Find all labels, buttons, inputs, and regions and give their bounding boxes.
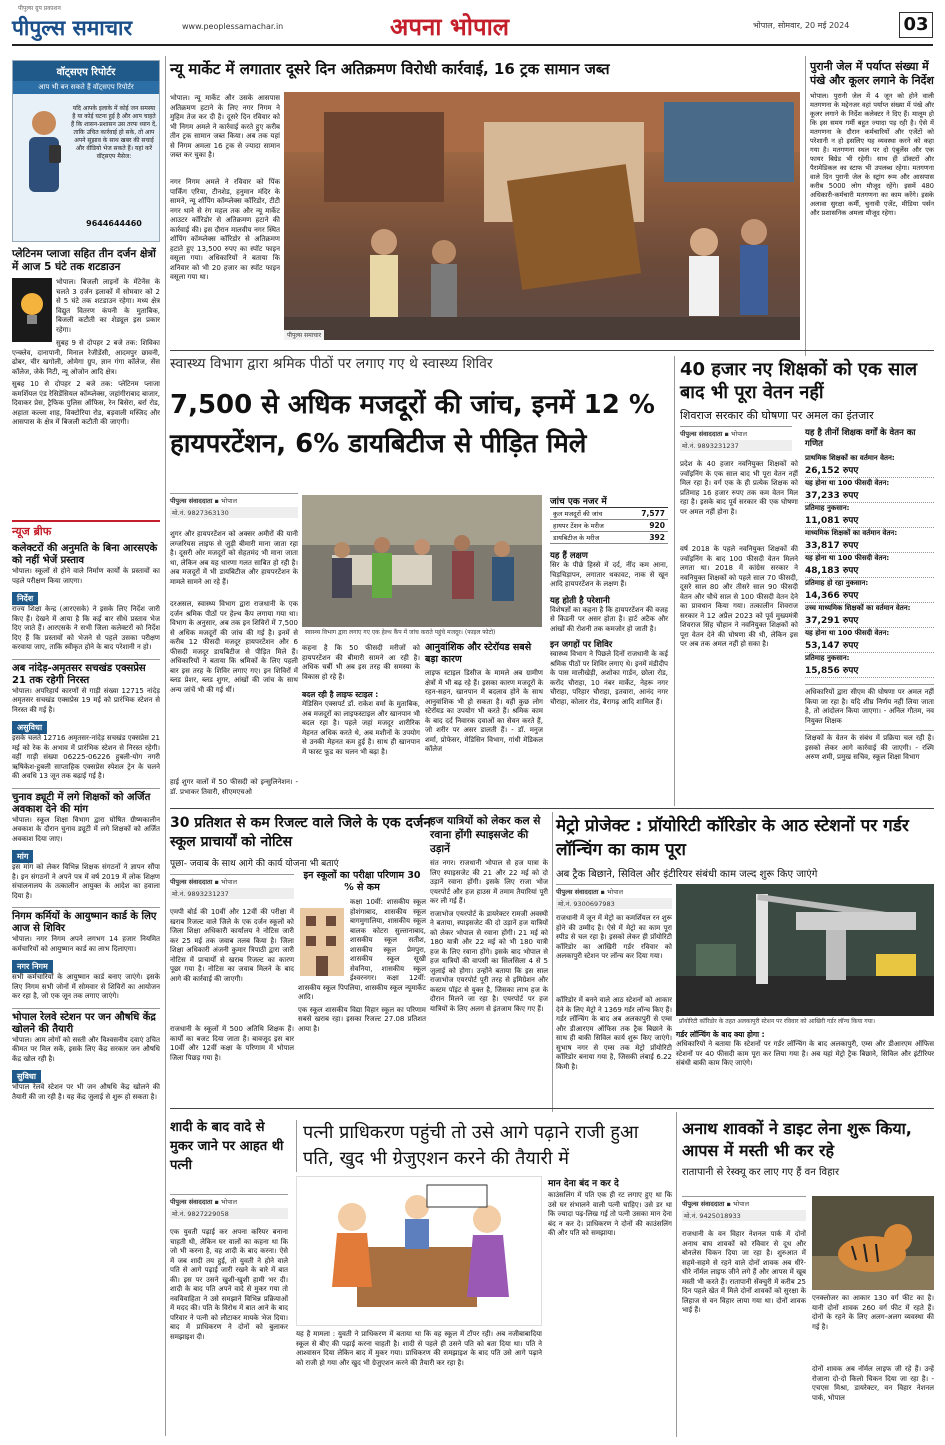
stat-row xyxy=(805,553,934,578)
brief-body-1b: राज्य शिक्षा केन्द्र (आरएसके) ने इसके लिए निर्देश जारी किए हैं। देखने में आया है कि कई बार सीधे प्रस्ताव भेज दिए जाते हैं। आरएसके ने सभी जिला कलेक्टरों को निर्देश दिए हैं कि प्रस्तावों को भेजने से पहले उसका परीक्षण करवाया जाए, ताकि स्वीकृत होने के बाद परेशानी न हो। xyxy=(12,605,160,651)
stat-label: यह होना था 100 फीसदी वेतन: xyxy=(805,554,890,562)
marriage-headline: शादी के बाद वादे से मुकर जाने पर आहत थी पत्नी xyxy=(170,1120,284,1173)
brief-tag-2: असुविधा xyxy=(12,721,47,734)
health-byline-place: भोपाल xyxy=(220,497,237,505)
teachers-stats xyxy=(805,453,934,678)
metro-photo xyxy=(676,884,934,1026)
teachers-byline: पीपुल्स संवाददाता ▪ भोपाल मो.नं. 9893231237 xyxy=(680,426,792,451)
stat-label: यह होना था 100 फीसदी वेतन: xyxy=(805,629,890,637)
brief-body-2: भोपाल। अपरिहार्य कारणों से गाड़ी संख्या 12715 नांदेड़ अमृतसर सचखंड एक्सप्रेस 19 मई को प्रारंभिक स्टेशन से निरस्त की गई है। xyxy=(12,686,160,714)
table-row: कुल मजदूरों की जांच 7,577 xyxy=(550,508,668,520)
metro-deck: अब ट्रैक बिछाने, सिविल और इंटीरियर संबंधी काम जल्द शुरू किए जाएंगे xyxy=(556,869,818,880)
cubs-photo xyxy=(812,1196,934,1290)
stat-row xyxy=(805,578,934,603)
jail-article xyxy=(810,60,934,218)
results-box-body: कक्षा 10वीं: शासकीय स्कूल होशंगाबाद, शासकीय स्कूल बागमुगालिया, शासकीय स्कूल बालक कोटरा सुल्तानाबाद, शासकीय स्कूल सतीश, शासकीय स्कूल प्रेमपुरा, शासकीय स्कूल सूखी सेवनिया, शासकीय स्कूल ईश्वरनगर। कक्षा 12वीं: शासकीय स्कूल पिपलिया, शासकीय स्कूल न्यूमार्केट आदि। xyxy=(298,898,426,1001)
problems-head: यह होती है परेशानी xyxy=(550,595,610,606)
whatsapp-box xyxy=(12,60,160,242)
results-headline: 30 प्रतिशत से कम रिजल्ट वाले जिले के एक दर्जन स्कूल प्राचार्यों को नोटिस xyxy=(170,815,432,850)
logo: पीपुल्स समाचार xyxy=(12,16,133,40)
brief-headline-4: निगम कर्मियों के आयुष्मान कार्ड के लिए आज से शिविर xyxy=(12,907,160,935)
brief-body-1: भोपाल। स्कूलों से होने वाले निर्माण कार्यों के प्रस्तावों का पहले परीक्षण किया जाएगा। xyxy=(12,567,160,585)
cubs-mobile: मो.नं. 9425018933 xyxy=(682,1210,806,1221)
marriage-side xyxy=(548,1176,672,1239)
stat-row xyxy=(805,503,934,528)
marriage-byline: पीपुल्स संवाददाता ▪ भोपाल मो.नं. 9827229058 xyxy=(170,1194,288,1219)
brief-body-4b: सभी कर्मचारियों के आयुष्मान कार्ड बनाए जाएंगे। इसके लिए निगम सभी जोनों में सोमवार से शिविरों का आयोजन कर रहा है, जो एक जून तक लगाए जाएंगे। xyxy=(12,973,160,1000)
health-headline: 7,500 से अधिक मजदूरों की जांच, इनमें 12 % हायपरटेंशन, 6% डायबिटीज से पीड़ित मिले xyxy=(170,390,655,459)
results-deck: पूछा- जवाब के साथ आगे की कार्य योजना भी बताएं xyxy=(170,859,339,869)
metro-mobile: मो.नं. 9300697983 xyxy=(556,898,672,909)
camps-body: स्वास्थ्य विभाग ने पिछले दिनों राजधानी के कई श्रमिक पीठों पर शिविर लगाए थे। इनमें मंडीदीप के पास मालीखेड़ी, अशोका गार्डन, छोला रोड, करोंद चौराहा, 10 नंबर मार्केट, नेहरू नगर चौराहा, परिहार चौराहा, इतवारा, आनंद नगर चौराहा, कोलार रोड, बैरागढ़ आदि शामिल हैं। xyxy=(550,650,668,706)
page-number: 03 xyxy=(899,12,933,38)
news-brief-label: न्यूज ब्रीफ xyxy=(12,520,160,539)
brief-body-4: भोपाल। नगर निगम अपने लगभग 14 हजार नियमित कर्मचारियों को आयुष्मान कार्ड का लाभ दिलाएगा। xyxy=(12,935,160,953)
results-body-2: राजधानी के स्कूलों में 500 अतिथि शिक्षक हैं। कार्यों का बजट दिया जाता है। बावजूद इस बार 10वीं और 12वीं कक्षा के परिणाम में भोपाल जिला पिछड़ गया है। xyxy=(170,1025,294,1062)
health-kicker: स्वास्थ्य विभाग द्वारा श्रमिक पीठों पर लगाए गए थे स्वास्थ्य शिविर xyxy=(170,356,493,372)
brief-headline-2: अब नांदेड़-अमृतसर सचखंड एक्सप्रेस 21 तक रहेगी निरस्त xyxy=(12,659,160,687)
health-byline: पीपुल्स संवाददाता ▪ भोपाल मो.नं. 9827363130 xyxy=(170,493,298,518)
bulb-icon xyxy=(12,278,52,342)
marriage-mobile: मो.नं. 9827229058 xyxy=(170,1208,288,1219)
results-box-note: एक स्कूल शासकीय विद्या विहार स्कूल का परिणाम सबसे खराब रहा। इसका रिजल्ट 27.08 प्रतिशत आया है। xyxy=(298,1005,426,1033)
teachers-byline-place: भोपाल xyxy=(730,430,747,438)
cubs-headline: अनाथ शावकों ने डाइट लेना शुरू किया, आपस में मस्ती भी कर रहे xyxy=(682,1119,912,1160)
brief-body-3b: इस मांग को लेकर विभिन्न शिक्षक संगठनों ने ज्ञापन सौंपा है। इन संगठनों ने अपने पत्र में वर्ष 2019 में लोक शिक्षण संचालनालय के तत्कालीन आयुक्त के आदेश का हवाला दिया है। xyxy=(12,863,160,900)
cubs-byline-place: भोपाल xyxy=(732,1200,749,1208)
marriage-body: एक युवती पढ़ाई कर अपना करियर बनाना चाहती थी, लेकिन घर वालों का कहना था कि जो भी करना है, वह शादी के बाद करना। ऐसे में जब शादी तय हुई, तो युवती ने होने वाले पति से आगे पढ़ाई जारी रखने के बारे में बात की। इस पर उसने खुशी-खुशी हामी भर दी। शादी के बाद पति अपने वादे से मुकर गया तो नवविवाहिता ने उसे समझाने विभिन्न प्रक्रियाओं में मदद की। पति के विरोध में बात आने के बाद परिवार ने पत्नी को लौटाकर मायके भेज दिया। बाद में प्राधिकरण ने दोनों को बुलाकर समझाइश दी। xyxy=(170,1228,288,1341)
stat-value: 37,291 रुपए xyxy=(805,616,859,626)
platinum-body: भोपाल। बिजली लाइनों के मेंटेनेंस के चलते 3 दर्जन इलाकों में सोमवार को 2 से 5 घंटे तक शटडाउन रहेगा। मध्य क्षेत्र विद्युत वितरण कंपनी के मुताबिक, बिजली कटौती का शेड्यूल इस प्रकार रहेगा। xyxy=(56,278,160,334)
whatsapp-subtitle: आप भी बन सकते हैं वॉट्सएप रिपोर्टर xyxy=(13,81,159,94)
metro-sub-head: गर्डर लॉन्चिंग के बाद क्या होगा : xyxy=(676,1030,765,1039)
teachers-body-2: वर्ष 2018 के पहले नवनियुक्त शिक्षकों की ज्वॉइनिंग के बाद 100 फीसदी वेतन मिलने लगता था। 2018 में कांग्रेस सरकार ने नवनियुक्त शिक्षकों को पहले साल 70 फीसदी, दूसरे साल 80 और तीसरे साल 90 फीसदी वेतन और चौथे साल से 100 फीसदी वेतन देने का प्रावधान किया गया। तत्कालीन शिवराज सरकार ने 12 अप्रैल 2023 को पूर्व मुख्यमंत्री शिवराज सिंह चौहान ने नवनियुक्त शिक्षकों को पूरा वेतन देने की घोषणा की थी, लेकिन इस पर अब तक अमल नहीं हो सका है। xyxy=(680,545,798,648)
website[interactable]: www.peoplessamachar.in xyxy=(182,22,284,31)
stat-value: 15,856 रुपए xyxy=(805,666,859,676)
teachers-sidebar xyxy=(805,428,934,763)
school-icon xyxy=(298,898,346,978)
health-photo xyxy=(302,495,542,637)
stat-value: 53,147 रुपए xyxy=(805,641,859,651)
health-table-box xyxy=(550,494,668,707)
haj-article xyxy=(430,814,548,1014)
stat-label: माध्यमिक शिक्षकों का वर्तमान वेतन: xyxy=(805,529,898,537)
haj-body-2: राजाभोज एयरपोर्ट के डायरेक्टर रामजी अवस्थी ने बताया, स्पाइसजेट की दो उड़ानें हज यात्रियों को लेकर भोपाल से रवाना होंगी। 21 मई को 180 यात्री और 22 मई को भी 180 यात्री हज के लिए रवाना होंगे। इसके बाद भोपाल से हज यात्रियों की वापसी का सिलसिला 4 से 5 जुलाई को होगा। उन्होंने बताया कि इस साल राजाभोज एयरपोर्ट पूरी तरह से इमिग्रेशन और कस्टम पॉइंट से युक्त है, जिसका लाभ हज के दौरान मिलने जा रहा है। एयरपोर्ट पर हज यात्रियों के लिए अलग से इंतजाम किए गए हैं। xyxy=(430,909,548,1013)
whatsapp-figure xyxy=(19,105,69,195)
symptoms-body: सिर के पीछे हिस्से में दर्द, नींद कम आना, चिड़चिड़ापन, लगातार थकावट, नाक से खून आदि हायपरटेंशन के लक्षण हैं। xyxy=(550,561,668,588)
news-brief xyxy=(12,520,160,1102)
cubs-deck: रातापानी से रेस्क्यू कर लाए गए हैं वन विहार xyxy=(682,1167,840,1178)
metro-byline-place: भोपाल xyxy=(606,888,623,896)
stat-label: प्रतिमाह हो रहा नुकसान: xyxy=(805,579,869,587)
results-byline-place: भोपाल xyxy=(220,878,237,886)
marriage-side-head: मान देना बंद न कर दे xyxy=(548,1179,619,1189)
stat-label: यह होना था 100 फीसदी वेतन: xyxy=(805,479,890,487)
genetic-body: लाइफ स्टाइल डिसीज के मामले अब ग्रामीण क्षेत्रों में भी बढ़ रहे हैं। इसका कारण मजदूरों के रहन-सहन, खानपान में बदलाव होने के साथ आनुवांशिक भी हो सकता है। वहीं कुछ लोग स्टेरॉयड का उपयोग भी करते हैं। श्रमिक काम के बाद दर्द निवारक दवाओं का सेवन करते हैं, जो शरीर पर असर डालती हैं। - डॉ. मनुज शर्मा, प्रोफेसर, मेडिसिन विभाग, गांधी मेडिकल कॉलेज xyxy=(425,669,543,753)
brief-headline-1: कलेक्टरों की अनुमति के बिना आरसएके को नहीं भेजें प्रस्ताव xyxy=(12,543,158,566)
platinum-headline: प्लेटिनम प्लाजा सहित तीन दर्जन क्षेत्रों में आज 5 घंटे तक शटडाउन xyxy=(12,248,156,273)
cubs-byline-name: पीपुल्स संवाददाता xyxy=(682,1200,725,1208)
stat-value: 26,152 रुपए xyxy=(805,466,859,476)
health-col-1-sub: दरअसल, स्वास्थ्य विभाग द्वारा राजधानी के एक दर्जन श्रमिक पीठों पर हेल्थ कैंप लगाया गया था। विभाग के अनुसार, अब तक इन शिविरों में 7,500 से अधिक मजदूरों की जांच की गई है। इनमें से करीब 12 फीसदी मजदूर हायपरटेंशन और 6 फीसदी मजदूर डायबिटीज से पीड़ित मिले हैं। अधिकारियों ने बताया कि श्रमिकों के लिए पहली बार इस तरह के शिविर लगाए गए। इन शिविरों में ब्लड प्रेशर, ब्लड शुगर, आंखों की जांच के साथ अन्य जांचें भी की गई थीं। xyxy=(170,600,298,694)
stat-row xyxy=(805,628,934,653)
marriage-byline-name: पीपुल्स संवाददाता xyxy=(170,1198,213,1206)
teachers-quote-1: अधिकारियों द्वारा सीएम की घोषणा पर अमल नहीं किया जा रहा है। यदि शीघ्र निर्णय नहीं लिया जाता है, तो आंदोलन किया जाएगा। - अनिल गौतम, नव नियुक्त शिक्षक xyxy=(805,684,934,726)
haj-headline: हज यात्रियों को लेकर कल से रवाना होंगी स्पाइसजेट की उड़ानें xyxy=(430,815,541,855)
cubs-bullet: दोनों शावक अब नॉर्मल लाइफ जी रहे हैं। उन्हें रोजाना दो-दो किलो चिकन दिया जा रहा है। - एचएस मिश्रा, डायरेक्टर, वन विहार नेशनल पार्क, भोपाल xyxy=(812,1365,934,1402)
stat-row xyxy=(805,603,934,628)
marriage-byline-place: भोपाल xyxy=(220,1198,237,1206)
metro-body: राजधानी में जून में मेट्रो का कमर्शियल रन शुरू होने की उम्मीद है। ऐसे में मेट्रो का काम पूरा स्पीड से चल रहा है। इसको लेकर ही प्रॉयोरिटी कॉरिडोर का आखिरी गर्डर रविवार को अलकापुरी स्टेशन पर लॉन्च कर दिया गया। xyxy=(556,914,672,960)
brief-headline-5: भोपाल रेलवे स्टेशन पर जन औषधि केंद्र खोलने की तैयारी xyxy=(12,1008,160,1036)
stat-value: 14,366 रुपए xyxy=(805,591,859,601)
haj-body: संत नगर। राजधानी भोपाल से हज यात्रा के लिए स्पाइसजेट की 21 और 22 मई को दो उड़ानें रवाना होंगी। इसके लिए राजा भोज एयरपोर्ट और हज हाउस में तमाम तैयारियां पूरी कर ली गई हैं। xyxy=(430,859,548,905)
camps-head: इन जगहों पर शिविर xyxy=(550,640,613,650)
stat-label: उच्च माध्यमिक शिक्षकों का वर्तमान वेतन: xyxy=(805,604,911,612)
genetic-head: आनुवांशिक और स्टेरॉयड सबसे बड़ा कारण xyxy=(425,642,532,665)
platinum-bullet-1: सुबह 9 से दोपहर 2 बजे तक: शिविका एन्क्लेव, दानापानी, मिनाल रेजीडेंसी, आदमपुर छावनी, ढोबर, चीर खगोली, ओमेगा ग्रुप, ज्ञान गंगा कॉलेज, सेंस कॉलेज, जेके निटी, न्यू ओजोन आदि क्षेत्र। xyxy=(12,339,160,376)
stat-label: प्रतिमाह नुकसान: xyxy=(805,504,850,512)
health-col-2: कहना है कि 50 फीसदी मरीजों को हायपरटेंशन की बीमारी सामने आ रही है। अधिक चर्बी भी अब इस तरह की समस्या के विकास हो रहे हैं। xyxy=(302,644,420,681)
cubs-body: राजधानी के वन विहार नेशनल पार्क में दोनों अनाथ बाघ शावकों को रविवार से दूध और बोनलेस चिकन दिया जा रहा है। शुरुआत में सहमे-सहमे से रहने वाले दोनों शावक अब धीरे-धीरे नॉर्मल लाइफ जीने लगे हैं और आपस में खूब मस्ती भी करते हैं। रातापानी सेंक्चुरी में करीब 25 दिन पहले खेत में मिले दोनों शावकों को सुरक्षा के लिहाज से वन विहार लाया गया था। दोनों शावक भाई हैं। xyxy=(682,1230,806,1314)
dateline: भोपाल, सोमवार, 20 मई 2024 xyxy=(753,21,850,30)
metro-photo-caption: प्रॉयोरिटी कॉरिडोर के तहत अलकापुरी स्टेशन पर रविवार को आखिरी गर्डर लॉन्च किया गया। xyxy=(676,1016,934,1026)
teachers-sidebar-title: यह है तीनों शिक्षक वर्गों के वेतन का गणित xyxy=(805,428,916,449)
logo-tagline: पीपुल्स ग्रुप प्रकाशन xyxy=(18,5,61,12)
marriage-cartoon-title: पत्नी प्राधिकरण पहुंची तो उसे आगे पढ़ाने राजी हुआ पति, खुद भी ग्रेजुएशन करने की तैयारी में xyxy=(296,1120,672,1172)
results-box-title: इन स्कूलों का परीक्षा परिणाम 30 % से कम xyxy=(303,870,421,893)
marriage-side-body: काउंसलिंग में पति एक ही रट लगाए हुए था कि उसे घर संभालने वाली पत्नी चाहिए। उसे डर था कि ज्यादा पढ़-लिख गई तो पत्नी उसका मान देना बंद न कर दे। प्राधिकरण ने दोनों की काउंसलिंग की और पति को समझाया। xyxy=(548,1191,672,1237)
marriage-cartoon xyxy=(296,1176,542,1326)
health-mobile: मो.नं. 9827363130 xyxy=(170,507,298,518)
lead-col-1: भोपाल। न्यू मार्केट और उसके आसपास अतिक्रमण हटाने के लिए नगर निगम ने मुहिम तेज कर दी है। दूसरे दिन रविवार को भी निगम अमले ने कार्रवाई करते हुए करीब तीन ट्रक सामान जब्त किया। अब तक यहां से निगम अमला 16 ट्रक से ज्यादा सामान जब्त कर चुका है। xyxy=(170,94,280,159)
table-row: हायपर टेंशन के मरीज 920 xyxy=(550,520,668,532)
stat-row xyxy=(805,528,934,553)
metro-headline: मेट्रो प्रोजेक्ट : प्रॉयोरिटी कॉरिडोर के आठ स्टेशनों पर गर्डर लॉन्चिंग का काम पूरा xyxy=(556,816,909,860)
stat-row xyxy=(805,453,934,478)
brief-tag-3: मांग xyxy=(12,850,33,863)
whatsapp-number[interactable]: 9644644460 xyxy=(86,219,142,228)
brief-body-3: भोपाल। स्कूल शिक्षा विभाग द्वारा घोषित ग्रीष्मकालीन अवकाश के दौरान चुनाव ड्यूटी में लगे शिक्षकों को अर्जित अवकाश दिया जाए। xyxy=(12,815,160,843)
health-table xyxy=(550,508,668,544)
jail-body: भोपाल। पुरानी जेल में 4 जून को होने वाली मतगणना के मद्देनजर वहां पर्याप्त संख्या में पंखे और कूलर लगाने के निर्देश कलेक्टर ने दिए हैं। मालूम हो कि इस समय गर्मी बहुत ज्यादा पड़ रही है। ऐसे में मतगणना के दौरान कर्मचारियों और एजेंटों को परेशानी न हो इसलिए यह व्यवस्था करने को कहा गया है। मतगणना स्थल पर दो एंबुलेंस और एक फायर बिग्रेड भी रहेगी। साथ ही डॉक्टरों और पैरामेडिकल का स्टाफ भी उपलब्ध रहेगा। मतगणना वाले दिन पुरानी जेल के स्ट्रांग रूम और आसपास करीब 5000 लोग मौजूद रहेंगे। इसमें 480 अधिकारी-कर्मचारी मतगणना का काम करेंगे। इसके अलावा सुरक्षा कर्मी, चुनावी एजेंट, मीडिया पर्सन और प्रशासनिक अमला मौजूद रहेगा। xyxy=(810,92,934,217)
brief-tag-5: सुविधा xyxy=(12,1070,41,1083)
stat-row xyxy=(805,653,934,678)
brief-tag-1: निर्देश xyxy=(12,592,38,605)
health-photo-caption: स्वास्थ्य विभाग द्वारा लगाए गए एक हेल्थ कैंप में जांच कराते पहुंचे मजदूर। (फाइल फोटो) xyxy=(302,627,542,637)
teachers-deck: शिवराज सरकार की घोषणा पर अमल का इंतजार xyxy=(680,409,874,422)
metro-sub: अधिकारियों ने बताया कि स्टेशनों पर गर्डर लॉन्चिंग के बाद अलकापुरी, एम्स और डीआरएम ऑफिस स्टेशनों पर 40 फीसदी काम पूरा कर लिया गया है। अब यहां मेट्रो ट्रैक बिछाने, सिविल और इंटीरियर संबंधी बाकी काम किए जाएंगे। xyxy=(676,1040,934,1067)
stat-value: 37,233 रुपए xyxy=(805,491,859,501)
health-col-1-end: हाई शुगर वालों में 50 फीसदी को इन्सुलिनेशन। - डॉ. प्रभाकर तिवारी, सीएमएचओ xyxy=(170,778,298,796)
jail-headline: पुरानी जेल में पर्याप्त संख्या में पंखे और कूलर लगाने के निर्देश xyxy=(810,60,934,87)
marriage-body-2: यह है मामला : युवती ने प्राधिकरण में बताया था कि वह स्कूल में टॉपर रही। अब नजीबाबादिया स्कूल से बीए की पढ़ाई करना चाहती है। शादी से पहले ही उसने पति को बता दिया था। पति ने आश्वासन दिया लेकिन बाद में मुकर गया। प्राधिकरण की समझाइश के बाद पति उसे आगे पढ़ाने को राजी हो गया और खुद भी ग्रेजुएशन करने की तैयारी कर रहा है। xyxy=(296,1330,542,1367)
metro-byline-name: पीपुल्स संवाददाता xyxy=(556,888,599,896)
teachers-mobile: मो.नं. 9893231237 xyxy=(680,440,792,451)
section-title: अपना भोपाल xyxy=(390,13,510,41)
problems-body: विशेषज्ञों का कहना है कि हायपरटेंशन की वजह से किडनी पर असर होता है। हार्ट अटैक और आंखों की रोशनी तक कमजोर हो जाती है। xyxy=(550,605,668,633)
brief-headline-3: चुनाव ड्यूटी में लगे शिक्षकों को अर्जित अवकाश देने की मांग xyxy=(12,788,160,816)
platinum-article xyxy=(12,248,160,428)
results-body: एमपी बोर्ड की 10वीं और 12वीं की परीक्षा में खराब रिजल्ट वाले जिले के एक दर्जन स्कूलों को जिला शिक्षा अधिकारी कार्यालय ने नोटिस जारी कर 25 मई तक जवाब तलब किया है। जिला शिक्षा अधिकारी अंजनी कुमार त्रिपाठी द्वारा जारी नोटिस में प्राचार्यों से खराब रिजल्ट का कारण पूछा गया है। नोटिस का जवाब मिलने के बाद आगे की कार्रवाई की जाएगी। xyxy=(170,908,294,983)
platinum-bullet-2: सुबह 10 से दोपहर 2 बजे तक: प्लेटिनम प्लाजा कमर्शियल एंड रेसिडेंसियल कॉम्प्लेक्स, जहांगीराबाद बाजार, दिवाकर प्रेस, ट्रैफिक पुलिस ऑफिस, रेन बिसेरा, बर्रा रोड, अहाता कल्ला शाह, विक्टोरिया रोड, बड़वाली मस्जिद और आसपास के क्षेत्र में बिजली कटौती की जाएगी। xyxy=(12,380,160,426)
lead-photo xyxy=(284,92,800,340)
health-table-title: जांच एक नजर में xyxy=(550,494,668,508)
brief-tag-4: नगर निगम xyxy=(12,960,53,973)
metro-body-2: कॉरिडोर में बनने वाले आठ स्टेशनों को आकार देने के लिए मेट्रो ने 1369 गर्डर लॉन्च किए हैं। गर्डर लॉन्चिंग के बाद अब अलकापुरी से एम्स और डीआरएम ऑफिस तक ट्रैक बिछाने के साथ ही बाकी सिविल कार्य शुरू किए जाएंगे। सुभाष नगर से एम्स तक मेट्रो प्रॉयोरिटी कॉरिडोर बनाया गया है, जिसकी लंबाई 6.22 किमी है। xyxy=(556,996,672,1071)
lead-photo-caption: पीपुल्स समाचार xyxy=(284,330,324,340)
metro-byline: पीपुल्स संवाददाता ▪ भोपाल मो.नं. 9300697983 xyxy=(556,884,672,909)
teachers-body: प्रदेश के 40 हजार नवनियुक्त शिक्षकों को ज्वॉइनिंग के एक साल बाद भी पूरा वेतन नहीं मिल रहा है। वर्ग एक के ही प्रत्येक शिक्षक को प्रतिमाह 16 हजार रुपए तक कम वेतन मिल रहा है। इसके बाद पूर्व सरकार की एक घोषणा पर अमल नहीं होना है। xyxy=(680,460,798,516)
stat-label: प्राथमिक शिक्षकों का वर्तमान वेतन: xyxy=(805,454,895,462)
results-box xyxy=(298,870,426,1034)
stat-label: प्रतिमाह नुकसान: xyxy=(805,654,850,662)
stat-row xyxy=(805,478,934,503)
cubs-byline: पीपुल्स संवाददाता ▪ भोपाल मो.नं. 9425018933 xyxy=(682,1196,806,1221)
brief-body-5: भोपाल। आम लोगों को सस्ती और विश्वसनीय दवाएं उचित कीमत पर मिल सकें, इसके लिए केंद्र सरकार जन औषधि केंद्र खोल रही है। xyxy=(12,1035,160,1063)
cubs-body-2: एनक्लोजर का आकार 130 वर्ग फीट का है। यानी दोनों शावक 260 वर्ग फीट में रहते हैं। दोनों के रहने के लिए अलग-अलग व्यवस्था की गई है। xyxy=(812,1294,934,1331)
whatsapp-body: यदि आपके इलाके में कोई जन समस्या है या कोई घटना हुई है और आप चाहते हैं कि शासन-प्रशासन उस तरफ ध्यान दें, ताकि उचित कार्रवाई हो सके, तो आप अपने सुझाव के साथ खबर की सचाई और वीडियो भेज सकते हैं। यहां करें वॉट्सएप मैसेज: xyxy=(71,105,157,160)
whatsapp-title: वॉट्सएप रिपोर्टर xyxy=(13,61,159,81)
lead-col-2: नगर निगम अमले ने रविवार को पिंक पार्किंग एरिया, टीनशेड, हनुमान मंदिर के सामने, न्यू शॉपिंग कॉम्प्लेक्स कॉरिडोर, टीटी नगर थाने से रंग महल तक और न्यू मार्केट आउटर कॉरिडोर से अतिक्रमण हटाने की कार्रवाई की। इस दौरान मालवीय नगर स्थित शॉपिंग कॉम्प्लेक्स कॉरिडोर से अतिक्रमण हटाते हुए 13,500 रुपए का स्पॉट फाइन वसूला गया। अधिकारियों ने बताया कि शनिवार को भी 20 हजार का स्पॉट फाइन वसूला गया था। xyxy=(170,178,280,281)
masthead xyxy=(0,0,945,48)
results-byline-name: पीपुल्स संवाददाता xyxy=(170,878,213,886)
results-mobile: मो.नं. 9893231237 xyxy=(170,888,294,899)
genetic-box xyxy=(425,642,543,755)
health-col-2b: मेडिसिन एक्सपर्ट डॉ. राकेश वर्मा के मुताबिक, अब मजदूरों का लाइफस्टाइल और खानपान भी बदल रहा है। पहले जहां मजदूर शारीरिक मेहनत अधिक करते थे, अब मशीनों के उपयोग से उनकी मेहनत कम हुई है। साथ ही खानपान में फास्ट फूड का चलन भी बढ़ा है। xyxy=(302,700,420,756)
teachers-headline: 40 हजार नए शिक्षकों को एक साल बाद भी पूरा वेतन नहीं xyxy=(680,359,918,403)
teachers-byline-name: पीपुल्स संवाददाता xyxy=(680,430,723,438)
results-byline: पीपुल्स संवाददाता ▪ भोपाल मो.नं. 9893231237 xyxy=(170,874,294,899)
symptoms-head: यह हैं लक्षण xyxy=(550,551,588,561)
lead-headline: न्यू मार्केट में लगातार दूसरे दिन अतिक्रमण विरोधी कार्रवाई, 16 ट्रक सामान जब्त xyxy=(170,60,610,78)
brief-body-5b: भोपाल रेलवे स्टेशन पर भी जन औषधि केंद्र खोलने की तैयारी की जा रही है। यह केंद्र जुलाई से शुरू हो सकता है। xyxy=(12,1083,160,1101)
stat-value: 33,817 रुपए xyxy=(805,541,859,551)
table-row: डायबिटीज के मरीज 392 xyxy=(550,532,668,544)
health-byline-name: पीपुल्स संवाददाता xyxy=(170,497,213,505)
stat-value: 48,183 रुपए xyxy=(805,566,859,576)
brief-body-2b: इसके चलते 12716 अमृतसर-नांदेड़ सचखंड एक्सप्रेस 21 मई को रेक के अभाव में प्रारंभिक स्टेशन से निरस्त रहेगी। वहीं गाड़ी संख्या 06225-06226 हुबली-योग नगरी ऋषिकेश-हुबली साप्ताहिक एक्सप्रेस स्पेशल ट्रेन के चलने की अवधि 13 जून तक बढ़ाई गई है। xyxy=(12,734,160,780)
teachers-quote-2: शिक्षकों के वेतन के संबंध में प्रक्रिया चल रही है। इसको लेकर आगे कार्रवाई की जाएगी। - रश्मि अरुण शमी, प्रमुख सचिव, स्कूल शिक्षा विभाग xyxy=(805,730,934,763)
health-col-1: शुगर और हायपरटेंशन को अक्सर अमीरों की यानी लग्जरियस लाइफ से जुड़ी बीमारी माना जाता रहा है। दूसरी ओर मजदूरों को सेहतमंद भी माना जाता था, लेकिन अब यह धारणा गलत साबित हो रही है। अब मजदूरों में भी डायबिटीज और हायपरटेंशन के मामले सामने आ रहे हैं। xyxy=(170,530,298,586)
health-col-2-head: बदल रही है लाइफ स्टाइल : xyxy=(302,690,379,699)
stat-value: 11,081 रुपए xyxy=(805,516,859,526)
